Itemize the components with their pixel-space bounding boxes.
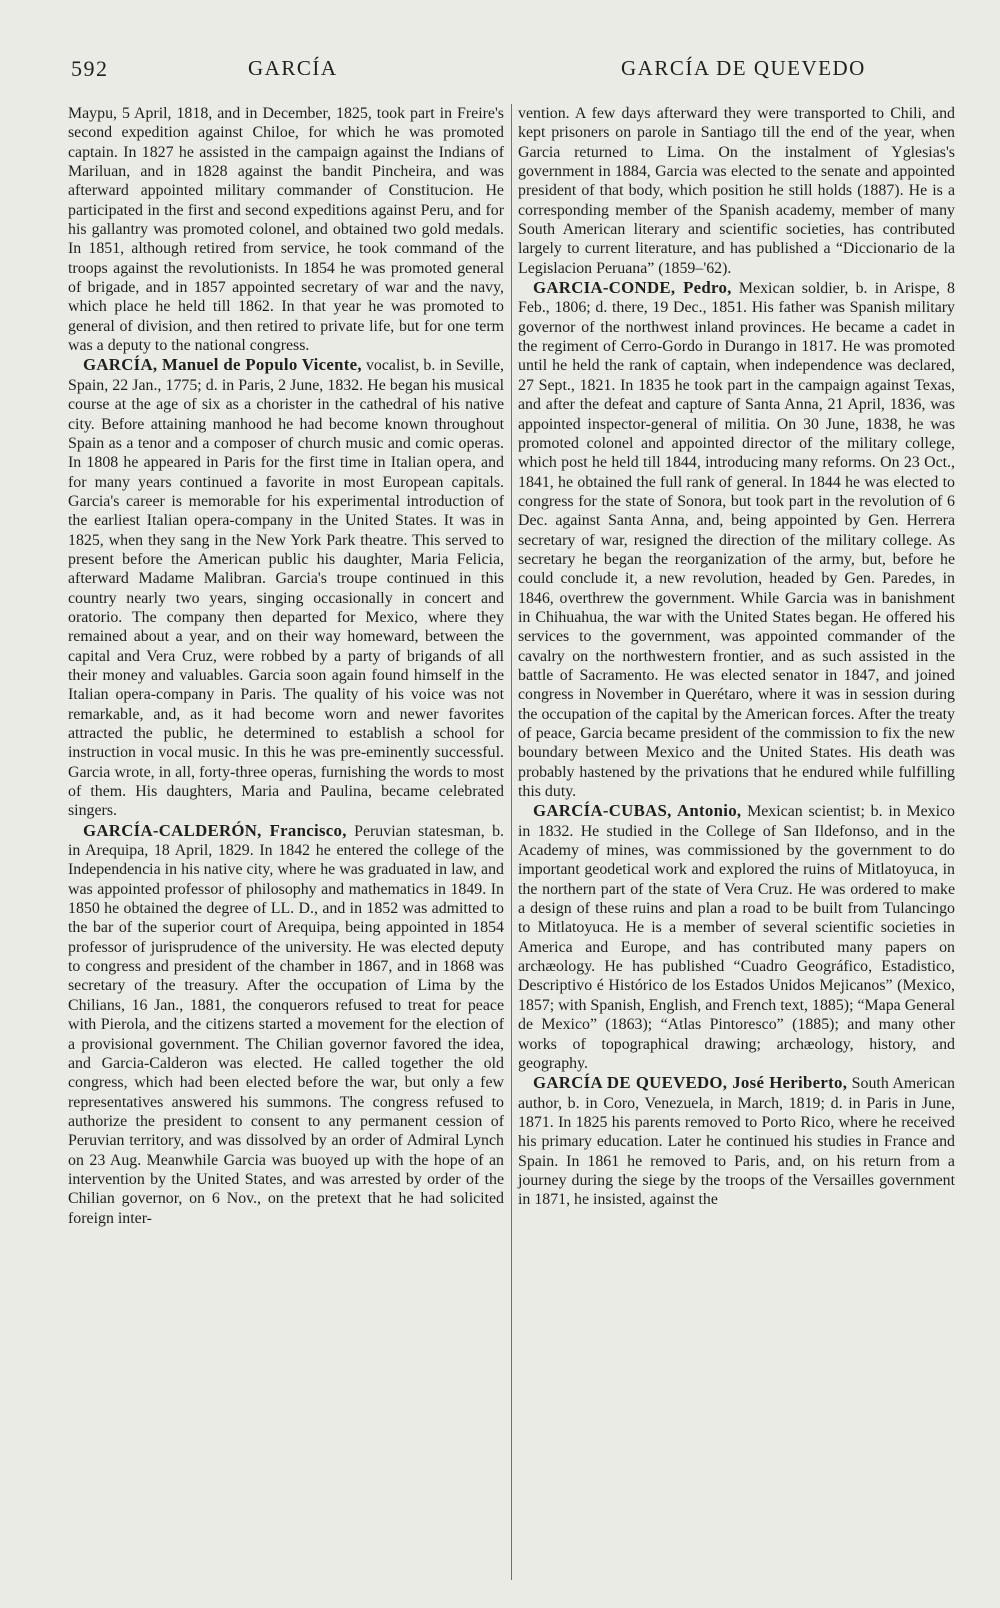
entry-text: vocalist, b. in Seville, Spain, 22 Jan., 1775; d. in Paris, 2 June, 1832. He began his musical course at the age of six as a chorister in the cathedral of his native city. Before attaining manhood he had become known throughout Spain as a tenor and a composer of church music and comic operas. In 1808 he appeared in Paris for the first time in Italian opera, and for many years continued a favorite in most European capitals. Garcia's career is memorable for his experimental introduction of the earliest Italian opera-company in the United States. It was in 1825, when they sang in the New York Park theatre. This served to present before the American public his daughter, Maria Felicia, afterward Madame Malibran. Garcia's troupe continued in this country nearly two years, singing occasionally in concert and oratorio. The company then departed for Mexico, where they remained about a year, and on their way homeward, between the capital and Vera Cruz, were robbed by a party of brigands of all their money and valuables. Garcia soon again found himself in the Italian opera-company in Paris. The quality of his voice was not remarkable, and, as it had become worn and newer favorites attracted the public, he determined to establish a school for instruction in vocal music. In this he was pre-eminently successful. Garcia wrote, in all, forty-three operas, furnishing the words to most of them. His daughters, Maria and Paulina, became celebrated singers. — [68, 357, 504, 820]
left-column — [68, 104, 504, 1228]
entry-garcia-conde — [518, 278, 955, 801]
entry-headword: GARCÍA-CUBAS, Antonio, — [533, 801, 742, 821]
entry-garcia-calderon — [68, 821, 504, 1228]
continuation-paragraph: vention. A few days afterward they were transported to Chili, and kept prisoners on parole in Santiago till the end of the year, when Garcia returned to Lima. On the instalment of Yglesias's government in 1884, Garcia was elected to the senate and appointed president of that body, which position he still holds (1887). He is a corresponding member of the Spanish academy, member of many South American literary and scientific societies, has contributed largely to current literature, and has published a “Diccionario de la Legislacion Peruana” (1859–'62). — [518, 105, 955, 277]
entry-headword: GARCÍA-CALDERÓN, Francisco, — [83, 820, 347, 840]
continuation-paragraph: Maypu, 5 April, 1818, and in December, 1825, took part in Freire's second expedition against Chiloe, for which he was promoted captain. In 1827 he assisted in the campaign against the Indians of Mariluan, and in 1828 against the bandit Pincheira, and was afterward appointed military commander of Constitucion. He participated in the first and second expeditions against Peru, and for his gallantry was promoted colonel, and obtained two gold medals. In 1851, although retired from service, he took command of the troops against the revolutionists. In 1854 he was promoted general of brigade, and in 1857 appointed secretary of war and the navy, which place he held till 1862. In that year he was promoted to general of division, and then retired to private life, but for one term was a deputy to the national congress. — [68, 105, 504, 355]
entry-text: Peruvian statesman, b. in Arequipa, 18 April, 1829. In 1842 he entered the college of the Independencia in his native city, where he was graduated in law, and was appointed professor of philosophy and mathematics in 1849. In 1850 he obtained the degree of LL. D., and in 1852 was admitted to the bar of the superior court of Arequipa, being appointed in 1854 professor of jurisprudence of the university. He was elected deputy to congress and president of the chamber in 1867, and in 1868 was secretary of the treasury. After the occupation of Lima by the Chilians, 16 Jan., 1881, the conquerors refused to treat for peace with Pierola, and the citizens started a movement for the election of a provisional government. The Chilian governor favored the idea, and Garcia-Calderon was elected. He called together the old congress, which had been elected before the war, but only a few representatives answered his summons. The congress refused to authorize the president to consent to any permanent cession of Peruvian territory, and was dissolved by an order of Admiral Lynch on 23 Aug. Meanwhile Garcia was buoyed up with the hope of an intervention by the United States, and was arrested by order of the Chilian governor, on 6 Nov., on the pretext that he had solicited foreign inter- — [68, 822, 504, 1227]
entry-garcia-manuel — [68, 355, 504, 820]
entry-garcia-de-quevedo — [518, 1073, 955, 1209]
page-number: 592 — [71, 56, 109, 81]
entry-garcia-cubas — [518, 801, 955, 1073]
entry-text: Mexican soldier, b. in Arispe, 8 Feb., 1806; d. there, 19 Dec., 1851. His father was Spanish military governor of the northwest inland provinces. He became a cadet in the regiment of Cerro-Gordo in Durango in 1817. He was promoted until he held the rank of captain, when independence was declared, 27 Sept., 1821. In 1835 he took part in the campaign against Texas, and after the defeat and capture of Santa Anna, 21 April, 1836, was appointed inspector-general of militia. On 30 June, 1838, he was promoted colonel and appointed director of the military college, which post he held till 1844, introducing many reforms. On 23 Oct., 1841, he obtained the full rank of general. In 1844 he was elected to congress for the state of Sonora, but took part in the revolution of 6 Dec. against Santa Anna, and, being appointed by Gen. Herrera secretary of war, resigned the direction of the military college. As secretary he began the reorganization of the army, but, before he could conclude it, a new revolution, headed by Gen. Paredes, in 1846, overthrew the government. While Garcia was in banishment in Chihuahua, the war with the United States began. He offered his services to the government, was appointed commander of the cavalry on the northwestern frontier, and as such assisted in the battle of Sacramento. He was elected senator in 1847, and joined congress in November in Querétaro, where it was in session during the occupation of the capital by the American forces. After the treaty of peace, Garcia became president of the commission to fix the new boundary between Mexico and the United States. His death was probably hastened by the privations that he endured while fulfilling this duty. — [518, 280, 956, 801]
entry-text: Mexican scientist; b. in Mexico in 1832. He studied in the College of San Ildefonso, and in the Academy of mines, was commissioned by the government to do important geodetical work and explored the ruins of Mitlatoyuca, in the northern part of the state of Vera Cruz. He was ordered to make a design of these ruins and plan a road to be built from Tulancingo to Mitlatoyuca. He is a member of several scientific societies in America and Europe, and has contributed many papers on archæology. He has published “Cuadro Geográfico, Estadistico, Descriptivo é Histórico de los Estados Unidos Mejicanos” (Mexico, 1857; with Spanish, English, and French text, 1885); “Mapa General de Mexico” (1863); “Atlas Pintoresco” (1885); and many other works of topographical drawing; archæology, history, and geography. — [518, 803, 955, 1072]
running-head-right: GARCÍA DE QUEVEDO — [621, 56, 866, 80]
running-head-left: GARCÍA — [248, 56, 338, 80]
right-column — [518, 104, 955, 1210]
entry-headword: GARCIA-CONDE, Pedro, — [533, 278, 732, 298]
entry-headword: GARCÍA DE QUEVEDO, José Heriberto, — [533, 1073, 848, 1093]
running-head — [0, 56, 1000, 86]
column-divider — [511, 104, 512, 1580]
entry-headword: GARCÍA, Manuel de Populo Vicente, — [83, 355, 362, 375]
entry-text: South American author, b. in Coro, Venezuela, in March, 1819; d. in Paris in June, 1871. In 1825 his parents removed to Porto Rico, where he received his primary education. Later he continued his studies in France and Spain. In 1861 he removed to Paris, and, on his return from a journey during the siege by the troops of the Versailles government in 1871, he insisted, against the — [518, 1075, 956, 1209]
